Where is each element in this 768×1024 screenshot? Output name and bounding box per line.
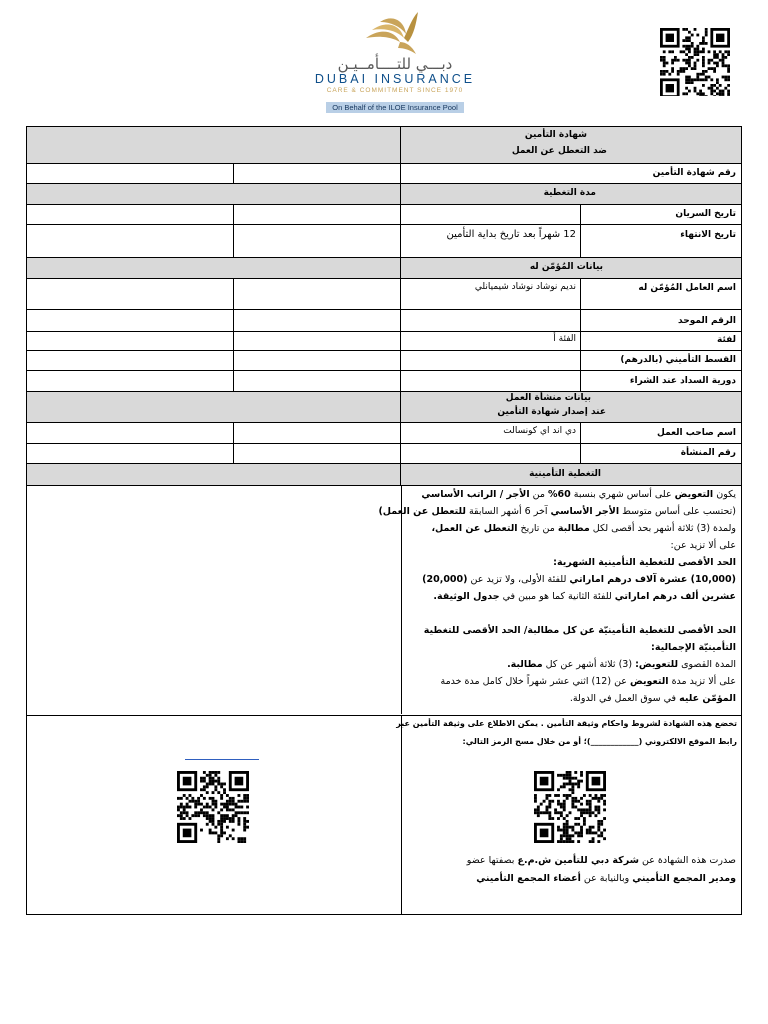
expiry-date-row bbox=[27, 225, 741, 258]
effective-date-label: تاريخ السريان bbox=[675, 209, 736, 219]
establishment-number-label: رقم المنشأة bbox=[680, 448, 736, 458]
terms-link-text: رابط الموقع الالكتروني (____________)؛ أو من خلال مسح الرمز التالي: bbox=[462, 737, 737, 746]
coverage-heading-row bbox=[27, 464, 741, 486]
page-header bbox=[0, 0, 768, 125]
brand-tagline: CARE & COMMITMENT SINCE 1970 bbox=[326, 87, 464, 94]
qr-code-icon bbox=[177, 771, 249, 843]
premium-label: القسط التأميني (بالدرهم) bbox=[620, 355, 736, 365]
certificate-title-row bbox=[27, 127, 741, 164]
effective-date-row bbox=[27, 205, 741, 225]
expiry-date-value: 12 شهراً بعد تاريخ بداية التأمين bbox=[446, 229, 576, 240]
falcon-logo-icon bbox=[360, 8, 430, 56]
brand-name-english: DUBAI INSURANCE bbox=[314, 72, 476, 86]
payment-frequency-label: دورية السداد عند الشراء bbox=[629, 376, 736, 386]
employer-name-value: دي اند اي كونسالت bbox=[503, 426, 576, 436]
unified-number-label: الرقم الموحد bbox=[678, 316, 736, 326]
employer-name-label: اسم صاحب العمل bbox=[657, 428, 736, 438]
coverage-period-heading: مدة التغطية bbox=[543, 188, 596, 198]
qr-code-icon bbox=[534, 771, 606, 843]
employer-name-row bbox=[27, 423, 741, 444]
coverage-heading: التغطية التأمينية bbox=[529, 469, 601, 479]
qr-code-icon bbox=[660, 28, 730, 96]
category-label: لفئة bbox=[717, 335, 736, 345]
employer-heading: بيانات منشأة العمل bbox=[505, 393, 591, 403]
unified-number-row bbox=[27, 310, 741, 332]
issued-by-text: صدرت هذه الشهادة عن شركة دبي للتأمين ش.م.ع بصفتها عضو bbox=[466, 855, 736, 866]
premium-row bbox=[27, 351, 741, 371]
on-behalf-badge: On Behalf of the ILOE Insurance Pool bbox=[326, 102, 464, 113]
policy-website-link[interactable] bbox=[185, 758, 259, 760]
footer-row bbox=[27, 716, 741, 914]
certificate-number-label: رقم شهادة التأمين bbox=[652, 168, 736, 178]
employer-subheading: عند إصدار شهادة التأمين bbox=[497, 407, 606, 417]
employer-heading-row bbox=[27, 392, 741, 423]
category-row bbox=[27, 332, 741, 351]
brand-name-arabic: دبـــي للتــــأمــيـن bbox=[337, 55, 453, 73]
insured-heading-row bbox=[27, 258, 741, 279]
dubai-insurance-logo bbox=[300, 8, 490, 120]
coverage-period-heading-row bbox=[27, 184, 741, 205]
worker-name-value: نديم نوشاد نوشاد شيميانلي bbox=[474, 282, 576, 292]
worker-name-label: اسم العامل المُؤمّن له bbox=[638, 283, 736, 293]
worker-name-row bbox=[27, 279, 741, 310]
payment-frequency-row bbox=[27, 371, 741, 392]
coverage-details: يكون التعويض على أساس شهري بنسبة 60% من الأجر / الراتب الأساسي (تحتسب على أساس متوسط الأجر الأساسي آخر 6 أشهر السابقة للتعطل عن العمل) ولمدة (3) ثلاثة أشهر بحد أقصى لكل مطالبة من تاريخ التعطل عن العمل، على ألا تزيد عن: الحد الأقصى للتغطية التأمينية الشهرية: (10,000) عشرة آلاف درهم اماراتي للفئة الأولى، ولا تزيد عن (20,000) عشرين ألف درهم اماراتي للفئة الثانية كما هو مبين في جدول الوثيقة. الحد الأقصى للتغطية التأمينيّة عن كل مطالبة/ الحد الأقصى للتغطية التأمينيّة الإجمالية: المدة القصوى للتعويض: (3) ثلاثة أشهر عن كل مطالبة. على ألا تزيد مدة التعويض عن (12) اثني عشر شهراً خلال كامل مدة خدمة المؤمّن عليه في سوق العمل في الدولة. bbox=[378, 489, 736, 704]
establishment-number-row bbox=[27, 444, 741, 464]
issued-by-pool-text: ومدير المجمع التأميني وبالنيابة عن أعضاء المجمع التأميني bbox=[476, 873, 736, 884]
coverage-details-row bbox=[27, 486, 741, 716]
certificate-subtitle: ضد التعطل عن العمل bbox=[511, 146, 607, 156]
expiry-date-label: تاريخ الانتهاء bbox=[680, 230, 736, 240]
certificate-number-row bbox=[27, 164, 741, 184]
certificate-title: شهادة التأمين bbox=[524, 130, 587, 140]
certificate-table bbox=[26, 126, 742, 915]
insured-heading: بيانات المُؤمّن له bbox=[529, 262, 603, 272]
terms-text: تخضع هذه الشهادة لشروط واحكام وثيقة التأمين . يمكن الاطلاع على وثيقة التأمين عبر bbox=[396, 719, 737, 728]
category-value: الفئة أ bbox=[553, 334, 576, 344]
